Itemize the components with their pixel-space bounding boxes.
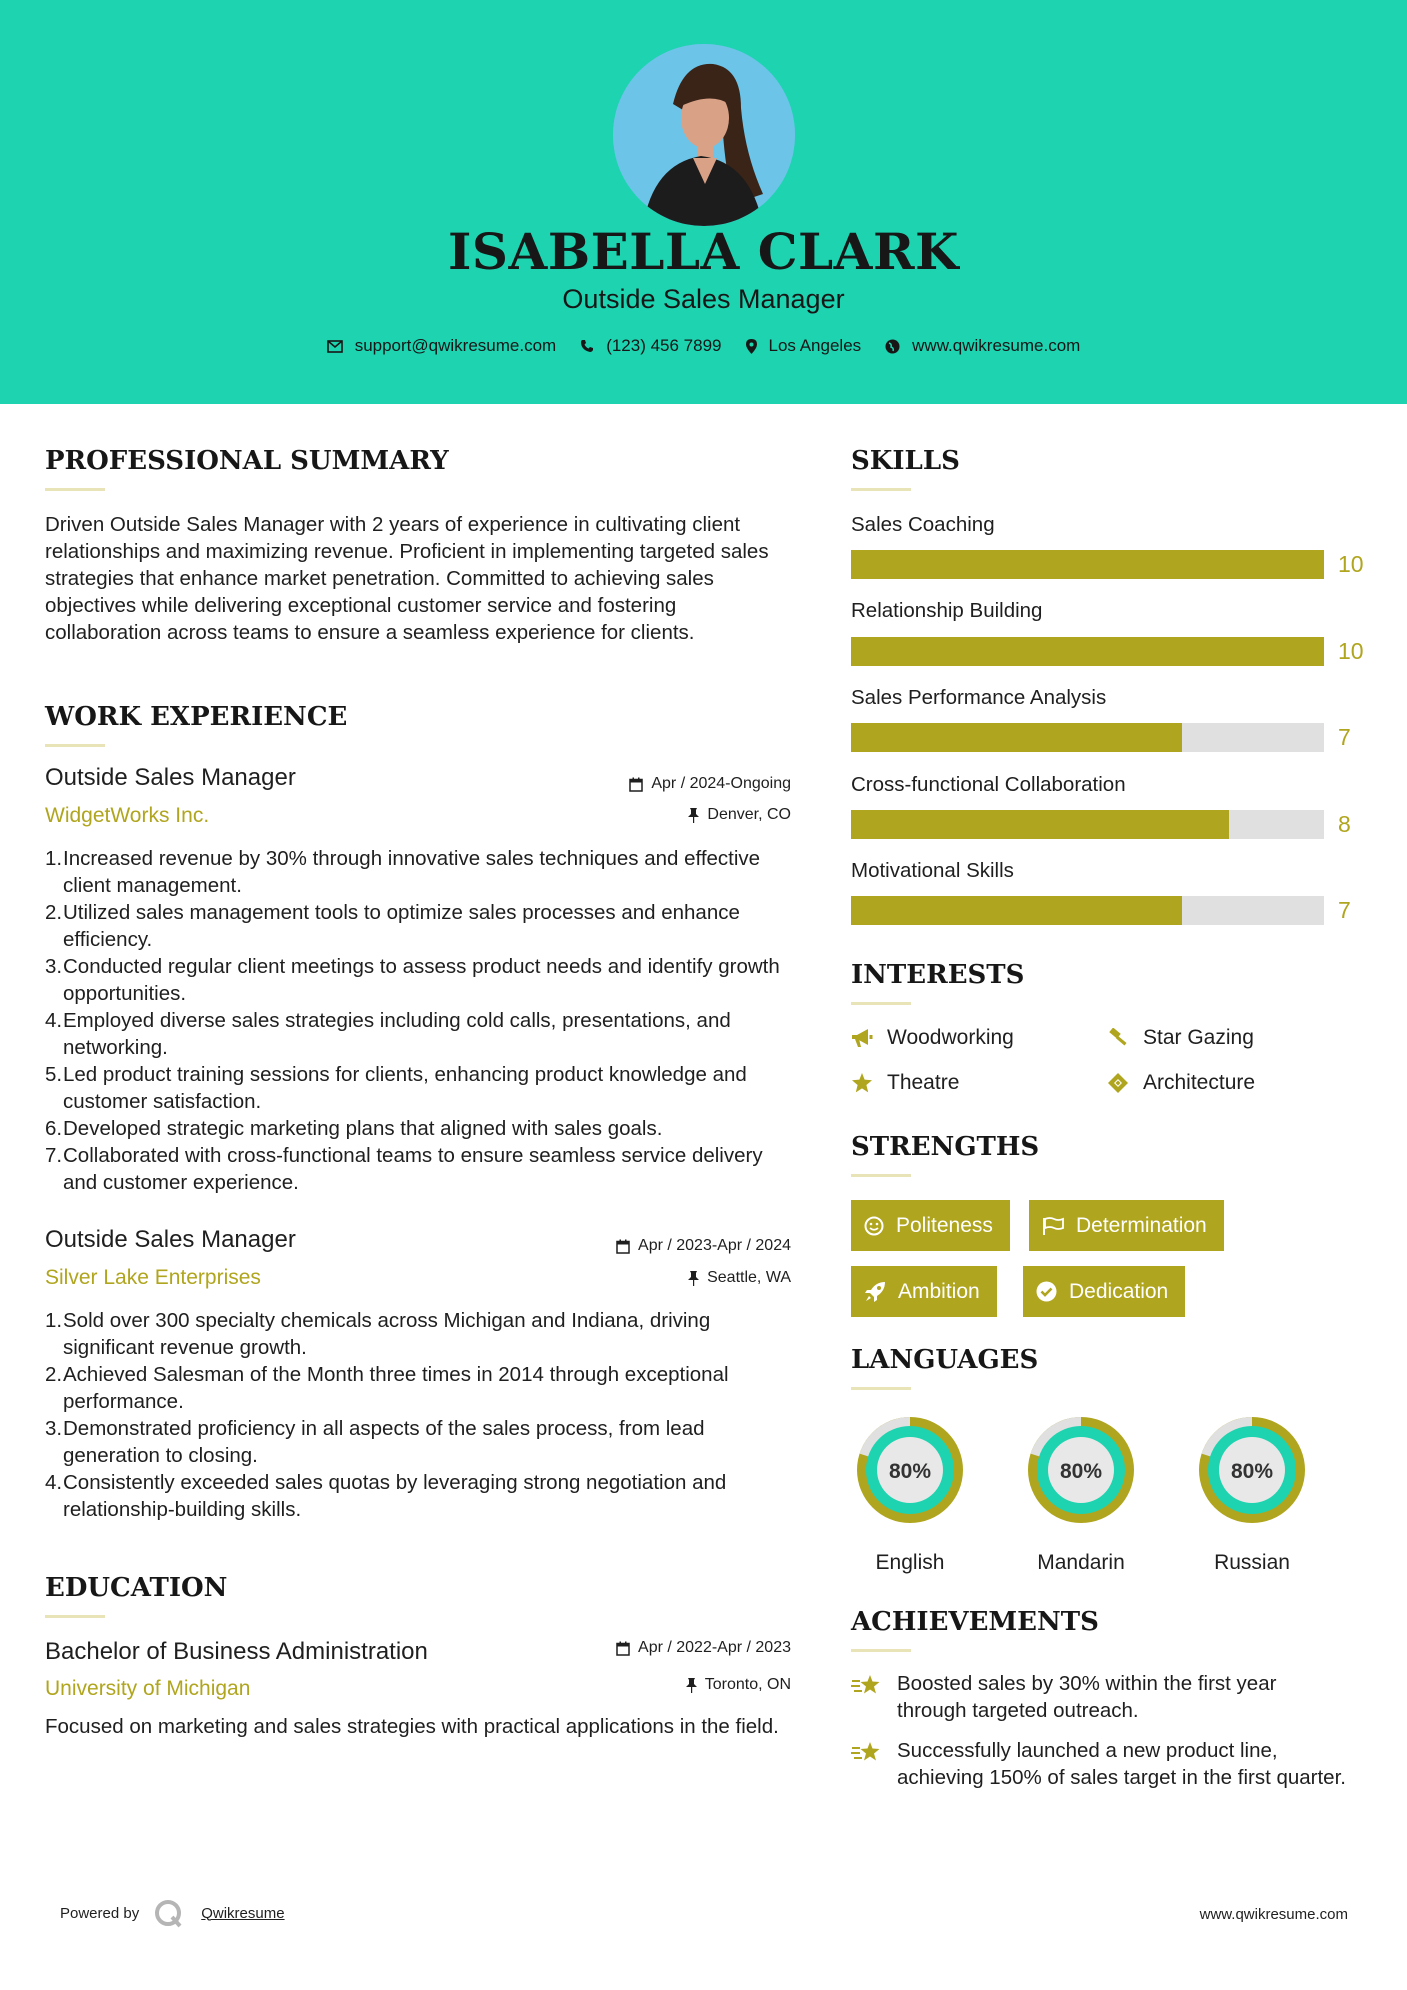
profile-photo xyxy=(613,44,795,226)
star-icon xyxy=(851,1073,873,1093)
achievements-heading: ACHIEVEMENTS xyxy=(851,1607,1099,1637)
email-text: support@qwikresume.com xyxy=(354,336,557,355)
job-dates xyxy=(629,775,791,793)
strength-badge xyxy=(1029,1200,1224,1251)
calendar-icon xyxy=(616,1239,630,1254)
donut-percent: 80% xyxy=(888,1460,932,1483)
skill-bar xyxy=(851,637,1324,666)
job-location-text: Denver, CO xyxy=(707,806,791,823)
footer-branding xyxy=(60,1898,285,1928)
skill-value: 7 xyxy=(1338,724,1351,750)
skill-bar-fill xyxy=(851,896,1182,925)
list-item: 3. Demonstrated proficiency in all aspects of the sales process, from lead generation to closing. xyxy=(45,1417,705,1467)
interest-label: Woodworking xyxy=(887,1026,1014,1049)
rocket-icon xyxy=(864,1281,886,1303)
skill-bar-fill xyxy=(851,723,1182,752)
language-item xyxy=(1019,1408,1143,1575)
language-label: Russian xyxy=(1214,1551,1290,1574)
calendar-icon xyxy=(616,1641,630,1656)
list-item: 4. Consistently exceeded sales quotas by leveraging strong negotiation and relationship-building skills. xyxy=(45,1471,727,1521)
list-item: 5. Led product training sessions for clients, enhancing product knowledge and customer satisfaction. xyxy=(45,1063,747,1113)
interests-heading: INTERESTS xyxy=(851,960,1025,990)
list-item: 7. Collaborated with cross-functional teams to ensure seamless service delivery and customer experience. xyxy=(45,1144,763,1194)
donut-percent: 80% xyxy=(1230,1460,1274,1483)
strength-label: Determination xyxy=(1076,1213,1207,1237)
envelope-icon xyxy=(327,340,343,353)
language-item xyxy=(848,1408,972,1575)
education-rule xyxy=(45,1615,105,1618)
contact-phone[interactable] xyxy=(580,336,721,356)
skill-bar xyxy=(851,550,1324,579)
education-heading: EDUCATION xyxy=(45,1573,228,1603)
pushpin-icon xyxy=(686,1678,697,1693)
job-dates-text: Apr / 2024-Ongoing xyxy=(651,775,791,792)
job-company: Silver Lake Enterprises xyxy=(45,1266,261,1289)
strength-label: Dedication xyxy=(1069,1279,1169,1303)
bullhorn-icon xyxy=(851,1028,873,1048)
strength-badge xyxy=(851,1266,997,1317)
candidate-name: ISABELLA CLARK xyxy=(448,222,959,281)
education-dates-text: Apr / 2022-Apr / 2023 xyxy=(638,1639,791,1656)
education-dates xyxy=(616,1639,791,1657)
education-description: Focused on marketing and sales strategies with practical applications in the field. xyxy=(45,1715,779,1738)
summary-heading: PROFESSIONAL SUMMARY xyxy=(45,446,449,476)
summary-text: Driven Outside Sales Manager with 2 years of experience in cultivating client relationships and maximizing revenue. Proficient in implementing targeted sales strategies that enhance market penetration. Committed to achieving sales objectives while delivering exceptional customer service and fostering collaboration across teams to ensure a seamless experience for clients. xyxy=(45,513,769,644)
interest-item xyxy=(1107,1071,1255,1095)
brand-link[interactable]: Qwikresume xyxy=(201,1904,285,1922)
phone-icon xyxy=(580,339,594,353)
map-marker-icon xyxy=(746,339,757,354)
qwikresume-logo-icon xyxy=(153,1898,187,1928)
skill-label: Motivational Skills xyxy=(851,859,1014,882)
pushpin-icon xyxy=(688,1271,699,1286)
job-location-text: Seattle, WA xyxy=(707,1269,791,1286)
contact-website[interactable] xyxy=(885,336,1080,356)
pushpin-icon xyxy=(688,808,699,823)
experience-rule xyxy=(45,744,105,747)
languages-rule xyxy=(851,1387,911,1390)
list-item: 4. Employed diverse sales strategies including cold calls, presentations, and networking. xyxy=(45,1009,731,1059)
interest-label: Star Gazing xyxy=(1143,1026,1254,1049)
skill-label: Sales Coaching xyxy=(851,513,995,536)
interest-item xyxy=(851,1026,1014,1050)
language-donut xyxy=(1019,1408,1143,1532)
powered-by-text: Powered by xyxy=(60,1904,140,1922)
skill-label: Cross-functional Collaboration xyxy=(851,773,1126,796)
shooting-star-icon xyxy=(851,1673,883,1699)
location-text: Los Angeles xyxy=(768,336,862,355)
education-location xyxy=(686,1676,791,1694)
language-label: English xyxy=(875,1551,945,1574)
interest-item xyxy=(1107,1026,1254,1050)
strength-label: Politeness xyxy=(896,1213,993,1237)
smile-icon xyxy=(864,1216,884,1236)
phone-text: (123) 456 7899 xyxy=(606,336,722,355)
achievement-text: Boosted sales by 30% within the first year through targeted outreach. xyxy=(897,1672,1277,1722)
language-donut xyxy=(848,1408,972,1532)
skill-value: 8 xyxy=(1338,811,1351,837)
skill-bar xyxy=(851,896,1324,925)
job-dates-text: Apr / 2023-Apr / 2024 xyxy=(638,1237,791,1254)
list-item: 1. Increased revenue by 30% through innovative sales techniques and effective client management. xyxy=(45,847,761,897)
contact-bar xyxy=(0,336,1407,356)
skills-heading: SKILLS xyxy=(851,446,960,476)
skill-label: Sales Performance Analysis xyxy=(851,686,1107,709)
skill-bar-fill xyxy=(851,550,1324,579)
strength-badge xyxy=(1023,1266,1185,1317)
job-bullets xyxy=(45,845,795,1196)
language-donut xyxy=(1190,1408,1314,1532)
donut-percent: 80% xyxy=(1059,1460,1103,1483)
job-bullets xyxy=(45,1307,795,1523)
skill-label: Relationship Building xyxy=(851,599,1043,622)
interest-label: Architecture xyxy=(1143,1071,1256,1094)
shooting-star-icon xyxy=(851,1740,883,1766)
job-company: WidgetWorks Inc. xyxy=(45,804,210,827)
footer-url[interactable]: www.qwikresume.com xyxy=(1199,1906,1348,1923)
job-title: Outside Sales Manager xyxy=(45,764,296,791)
calendar-icon xyxy=(629,777,643,792)
experience-heading: WORK EXPERIENCE xyxy=(45,702,348,732)
language-label: Mandarin xyxy=(1037,1551,1125,1574)
list-item: 2. Utilized sales management tools to optimize sales processes and enhance efficiency. xyxy=(45,901,740,951)
job-location xyxy=(688,806,791,824)
list-item: 1. Sold over 300 specialty chemicals across Michigan and Indiana, driving significant revenue growth. xyxy=(45,1309,711,1359)
school-name: University of Michigan xyxy=(45,1677,251,1700)
ticket-icon xyxy=(1107,1073,1129,1093)
list-item: 3. Conducted regular client meetings to assess product needs and identify growth opportunities. xyxy=(45,955,780,1005)
skill-value: 7 xyxy=(1338,897,1351,923)
list-item: 6. Developed strategic marketing plans that aligned with sales goals. xyxy=(45,1117,663,1140)
languages-heading: LANGUAGES xyxy=(851,1345,1039,1375)
skill-bar xyxy=(851,810,1324,839)
strength-label: Ambition xyxy=(898,1279,980,1303)
education-location-text: Toronto, ON xyxy=(704,1676,791,1693)
skill-value: 10 xyxy=(1338,551,1364,577)
globe-icon xyxy=(885,339,900,354)
strength-badge xyxy=(851,1200,1010,1251)
flag-icon xyxy=(1042,1217,1064,1235)
job-title: Outside Sales Manager xyxy=(45,1226,296,1253)
interest-label: Theatre xyxy=(887,1071,960,1094)
language-item xyxy=(1190,1408,1314,1575)
achievement-item xyxy=(851,1670,1351,1724)
degree-title: Bachelor of Business Administration xyxy=(45,1638,428,1665)
gavel-icon xyxy=(1107,1028,1129,1048)
skill-bar xyxy=(851,723,1324,752)
contact-email[interactable] xyxy=(327,336,557,356)
strengths-heading: STRENGTHS xyxy=(851,1132,1040,1162)
skill-bar-fill xyxy=(851,637,1324,666)
job-location xyxy=(688,1269,791,1287)
job-dates xyxy=(616,1237,791,1255)
achievement-item xyxy=(851,1737,1351,1791)
achievement-text: Successfully launched a new product line, achieving 150% of sales target in the first quarter. xyxy=(897,1739,1346,1789)
interest-item xyxy=(851,1071,959,1095)
skill-value: 10 xyxy=(1338,638,1364,664)
resume-header xyxy=(0,0,1407,404)
interests-rule xyxy=(851,1002,911,1005)
check-circle-icon xyxy=(1036,1281,1057,1302)
website-text: www.qwikresume.com xyxy=(912,336,1081,355)
candidate-role: Outside Sales Manager xyxy=(562,284,845,314)
skills-rule xyxy=(851,488,911,491)
summary-rule xyxy=(45,488,105,491)
skill-bar-fill xyxy=(851,810,1229,839)
strengths-rule xyxy=(851,1174,911,1177)
list-item: 2. Achieved Salesman of the Month three times in 2014 through exceptional performance. xyxy=(45,1363,729,1413)
contact-location xyxy=(746,336,862,356)
achievements-rule xyxy=(851,1649,911,1652)
